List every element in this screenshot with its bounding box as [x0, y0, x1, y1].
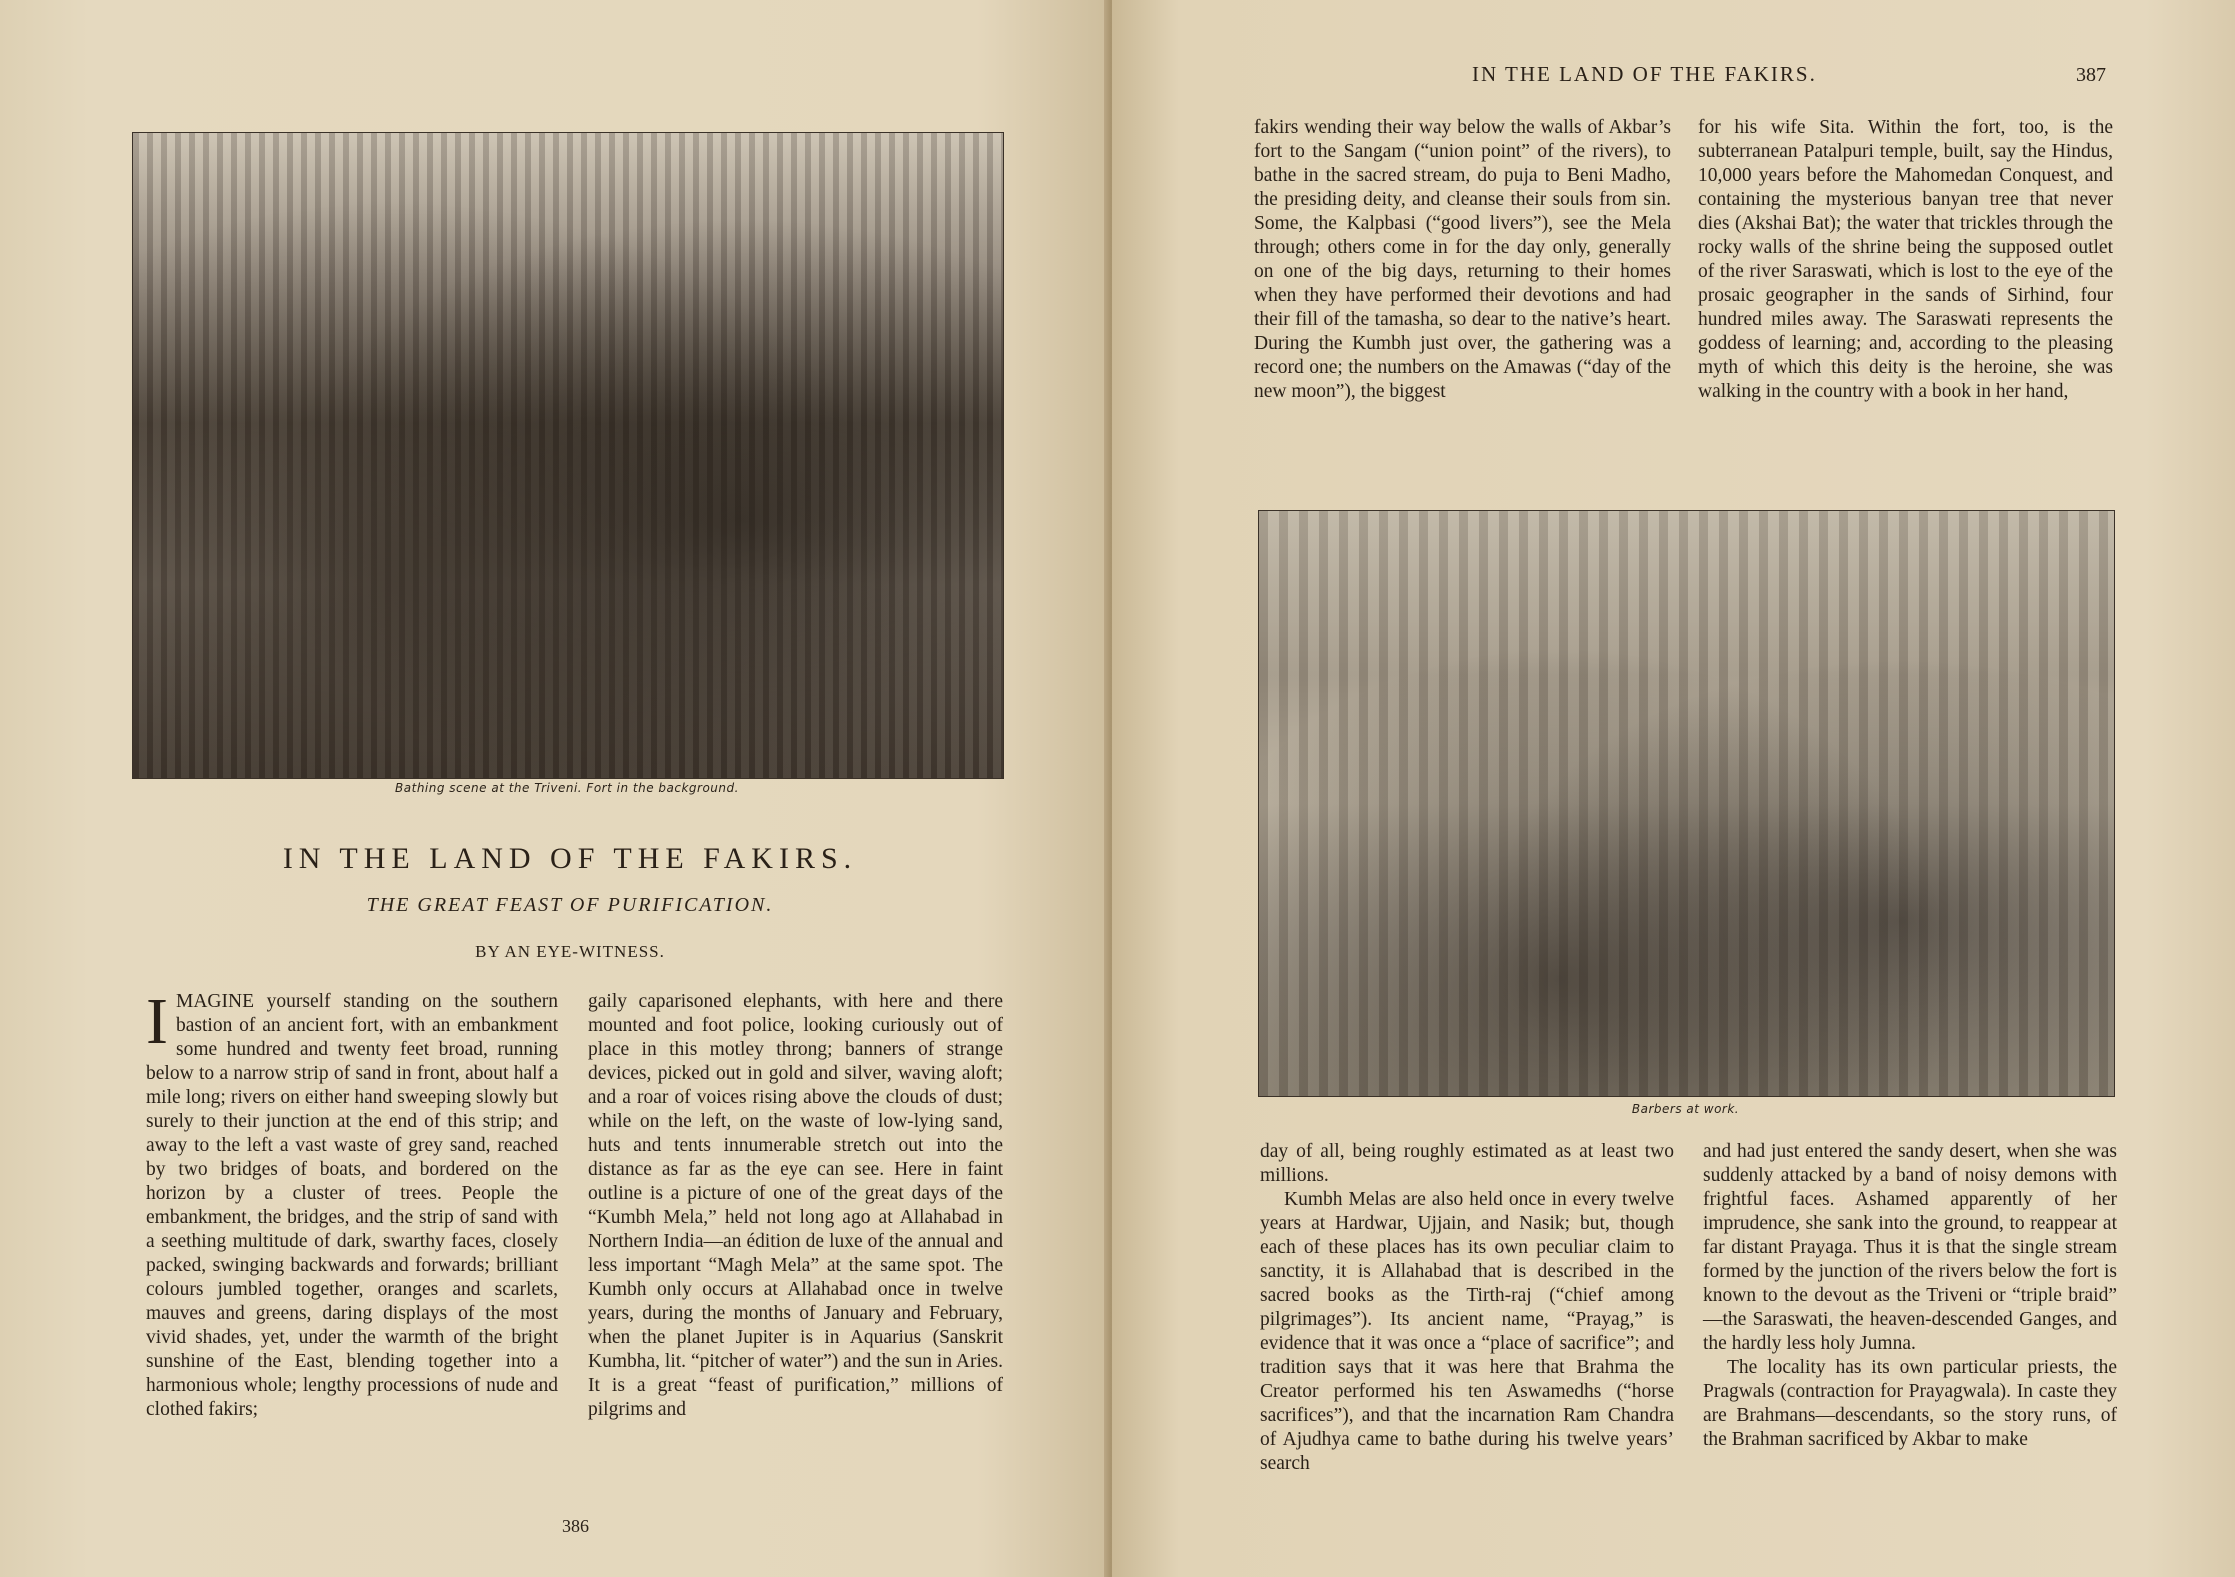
barbers-caption: Barbers at work. — [1631, 1102, 1740, 1116]
left-page — [0, 0, 1110, 1577]
left-column-1-text: MAGINE yourself standing on the southern bastion of an ancient fort, with an embankment some hundred and twenty feet broad, running below to a narrow strip of sand in front, about half a mile long; rivers on either hand sweeping slowly but surely to their junction at the end of this strip; and away to the left a vast waste of grey sand, reached by two bridges of boats, and bordered on the horizon by a cluster of trees. People the embankment, the bridges, and the strip of sand with a seething multitude of dark, swarthy faces, closely packed, swinging backwards and forwards; brilliant colours jumbled together, oranges and scarlets, mauves and greens, daring displays of the most vivid shades, yet, under the warmth of the bright sunshine of the East, blending together into a harmonious whole; lengthy processions of nude and clothed fakirs; — [146, 991, 558, 1420]
left-column-1-paragraph — [146, 985, 558, 1422]
article-subtitle: THE GREAT FEAST OF PURIFICATION. — [366, 894, 774, 916]
article-byline: BY AN EYE-WITNESS. — [475, 942, 665, 961]
right-top-column-1 — [1254, 116, 1671, 404]
right-bottom-column-1 — [1260, 1140, 1674, 1476]
left-page-number: 386 — [562, 1516, 589, 1536]
right-page-number: 387 — [2076, 64, 2106, 86]
right-top-column-1-text: fakirs wending their way below the walls of Akbar’s fort to the Sangam (“union point” of the rivers), to bathe in the sacred stream, do puja to Beni Madho, the presiding deity, and cleanse their souls from sin. Some, the Kalpbasi (“good livers”), see the Mela through; others come in for the day only, generally on one of the big days, returning to their homes when they have performed their devotions and had their fill of the tamasha, so dear to the native’s heart. During the Kumbh just over, the gathering was a record one; the numbers on the Amawas (“day of the new moon”), the biggest — [1254, 117, 1671, 402]
bathing-scene-caption: Bathing scene at the Triveni. Fort in the background. — [395, 781, 739, 795]
article-title: IN THE LAND OF THE FAKIRS. — [282, 842, 858, 875]
left-column-1 — [146, 985, 558, 1422]
right-top-column-2-text: for his wife Sita. Within the fort, too, is the subterranean Patalpuri temple, built, say the Hindus, 10,000 years before the Mahomedan Conquest, and containing the mysterious banyan tree that never dies (Akshai Bat); the water that trickles through the rocky walls of the shrine being the supposed outlet of the river Saraswati, which is lost to the eye of the prosaic geographer in the sands of Sirhind, four hundred miles away. The Saraswati represents the goddess of learning; and, according to the pleasing myth of which this deity is the heroine, she was walking in the country with a book in her hand, — [1698, 117, 2113, 402]
right-bottom-column-1-paragraph-2: Kumbh Melas are also held once in every twelve years at Hardwar, Ujjain, and Nasik; but, though each of these places has its own peculiar claim to sanctity, it is Allahabad that is described in the sacred books as the Tirth-raj (“chief among pilgrimages”). Its ancient name, “Prayag,” is evidence that it was once a “place of sacrifice”; and tradition says that it was here that Brahma the Creator performed his ten Aswamedhs (“horse sacrifices”), and that the incarnation Ram Chandra of Ajudhya came to bathe during his twelve years’ search — [1260, 1189, 1674, 1474]
barbers-photo — [1258, 510, 2115, 1097]
right-bottom-column-1-paragraph-1: day of all, being roughly estimated as at least two millions. — [1260, 1141, 1674, 1186]
running-head: IN THE LAND OF THE FAKIRS. — [1472, 62, 1817, 86]
right-bottom-column-2-paragraph-1: and had just entered the sandy desert, when she was suddenly attacked by a band of noisy demons with frightful faces. Ashamed apparently of her imprudence, she sank into the ground, to reappear at far distant Prayaga. Thus it is that the single stream formed by the junction of the rivers below the fort is known to the devout as the Triveni or “triple braid” —the Saraswati, the heaven-descended Ganges, and the hardly less holy Jumna. — [1703, 1141, 2117, 1354]
right-bottom-column-2-paragraph-2: The locality has its own particular priests, the Pragwals (contraction for Prayagwala). In caste they are Brahmans—descendants, so the story runs, of the Brahman sacrificed by Akbar to make — [1703, 1357, 2117, 1450]
left-column-2-text: gaily caparisoned elephants, with here and there mounted and foot police, looking curiously out of place in this motley throng; banners of strange devices, picked out in gold and silver, waving aloft; and a roar of voices rising above the clouds of dust; while on the left, on the waste of low-lying sand, huts and tents innumerable stretch out into the distance as far as the eye can see. Here in faint outline is a picture of one of the great days of the “Kumbh Mela,” held not long ago at Allahabad in Northern India—an édition de luxe of the annual and less important “Magh Mela” at the same spot. The Kumbh only occurs at Allahabad once in twelve years, during the months of January and February, when the planet Jupiter is in Aquarius (Sanskrit Kumbha, lit. “pitcher of water”) and the sun in Aries. It is a great “feast of purification,” millions of pilgrims and — [588, 991, 1003, 1420]
bathing-scene-photo — [132, 132, 1004, 779]
drop-cap: I — [146, 985, 168, 1058]
right-top-column-2 — [1698, 116, 2113, 404]
right-bottom-column-2 — [1703, 1140, 2117, 1452]
left-column-2 — [588, 990, 1003, 1422]
